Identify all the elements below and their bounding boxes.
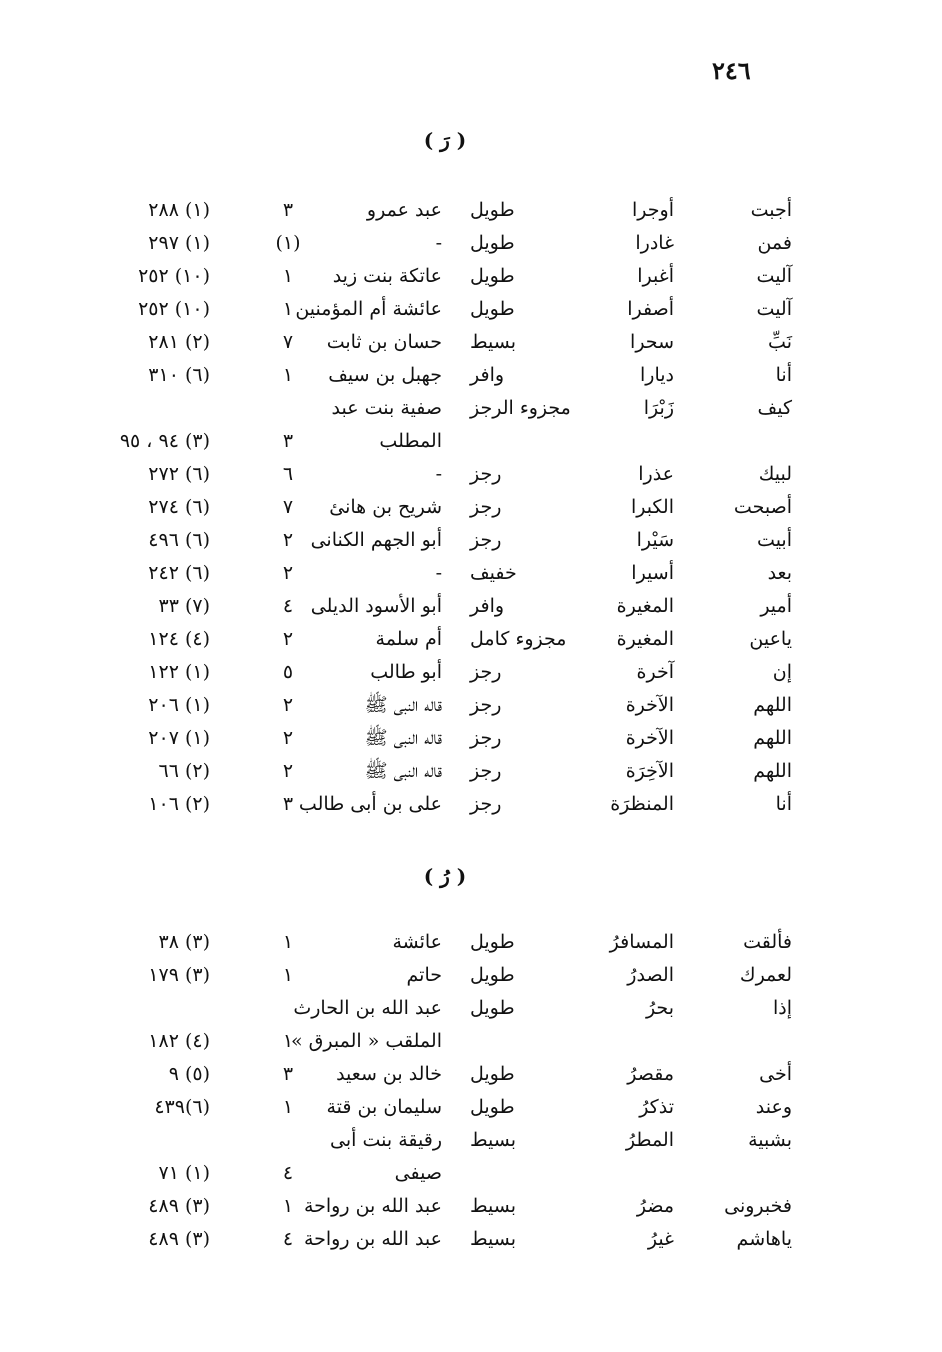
verse-count-cell: (١) <box>275 232 301 254</box>
index-row <box>0 926 942 958</box>
rhyme-word-cell: المطرُ <box>625 1129 674 1151</box>
rhyme-word-cell: سحرا <box>630 331 674 353</box>
poet-cell: قاله النبى ﷺ <box>364 760 442 782</box>
index-row <box>0 227 942 259</box>
meter-cell: خفيف <box>470 562 517 584</box>
verse-count-cell: ٣ <box>282 793 294 815</box>
rhyme-word-cell: تذكرُ <box>639 1096 674 1118</box>
reference-cell: (٢) ٢٨١ <box>148 331 210 353</box>
first-word-cell: بشبية <box>748 1129 792 1151</box>
reference-cell: (٣) ٩٤ ، ٩٥ <box>119 430 210 452</box>
rhyme-word-cell: غيرُ <box>647 1228 674 1250</box>
meter-cell: طويل <box>470 298 515 320</box>
meter-cell: وافر <box>470 595 505 617</box>
poet-cell: صفية بنت عبد <box>331 397 442 419</box>
first-word-cell: ياهاشم <box>736 1228 792 1250</box>
poet-cell: حاتم <box>406 964 442 986</box>
reference-cell: (٣) ٣٨ <box>158 931 210 953</box>
verse-count-cell: ١ <box>282 1195 294 1217</box>
poet-cell: - <box>435 232 442 254</box>
reference-cell: (٢) ٦٦ <box>158 760 210 782</box>
poet-cell: سليمان بن قتة <box>326 1096 442 1118</box>
first-word-cell: اللهم <box>753 727 792 749</box>
reference-cell: (١) ٢٠٧ <box>148 727 210 749</box>
rhyme-word-cell: الآخرة <box>625 694 674 716</box>
first-word-cell: اللهم <box>753 694 792 716</box>
index-row <box>0 1124 942 1156</box>
rhyme-word-cell: المنظرَة <box>610 793 674 815</box>
verse-count-cell: ١ <box>282 364 294 386</box>
reference-cell: (٤) ١٢٤ <box>148 628 210 650</box>
index-row <box>0 194 942 226</box>
index-row <box>0 326 942 358</box>
verse-count-cell: ٢ <box>282 529 294 551</box>
poet-cell: عائشة أم المؤمنين <box>295 298 442 320</box>
reference-cell: (٣) ٤٨٩ <box>148 1195 210 1217</box>
poet-cell: - <box>435 463 442 485</box>
first-word-cell: أبيت <box>757 529 792 551</box>
verse-count-cell: ٥ <box>282 661 294 683</box>
poet-cell: أبو الجهم الكنانى <box>310 529 442 551</box>
verse-count-cell: ١ <box>282 964 294 986</box>
rhyme-word-cell: مقصرُ <box>627 1063 674 1085</box>
meter-cell: طويل <box>470 1063 515 1085</box>
reference-cell: (٦) ٢٧٤ <box>148 496 210 518</box>
section-heading-ra-fatha: ( رَ ) <box>423 128 467 152</box>
verse-count-cell: ١ <box>282 298 294 320</box>
rhyme-word-cell: المغيرة <box>616 595 674 617</box>
rhyme-word-cell: أصفرا <box>627 298 674 320</box>
poet-cell: حسان بن ثابت <box>326 331 442 353</box>
section-heading-ra-damma: ( رُ ) <box>423 864 467 888</box>
poet-cell: جهبل بن سيف <box>328 364 442 386</box>
verse-count-cell: ١ <box>282 931 294 953</box>
index-row <box>0 959 942 991</box>
meter-cell: مجزوء كامل <box>470 628 567 650</box>
meter-cell: بسيط <box>470 331 517 353</box>
first-word-cell: كيف <box>757 397 792 419</box>
meter-cell: طويل <box>470 232 515 254</box>
rhyme-word-cell: غادرا <box>635 232 674 254</box>
index-row <box>0 788 942 820</box>
index-row <box>0 524 942 556</box>
verse-count-cell: ٣ <box>282 430 294 452</box>
index-row <box>0 1058 942 1090</box>
first-word-cell: إن <box>772 661 792 683</box>
rhyme-word-cell: أوجرا <box>632 199 674 221</box>
index-row <box>0 557 942 589</box>
verse-count-cell: ٤ <box>282 1162 294 1184</box>
meter-cell: طويل <box>470 1096 515 1118</box>
rhyme-word-cell: آخرة <box>636 661 674 683</box>
poet-cell: عائشة <box>392 931 442 953</box>
reference-cell: (٦) ٤٩٦ <box>148 529 210 551</box>
verse-count-cell: ٤ <box>282 595 294 617</box>
first-word-cell: آليت <box>756 265 792 287</box>
verse-count-cell: ٢ <box>282 562 294 584</box>
meter-cell: رجز <box>470 760 502 782</box>
reference-cell: (٢) ١٠٦ <box>148 793 210 815</box>
first-word-cell: فخبرونى <box>724 1195 792 1217</box>
reference-cell: (١) ٧١ <box>158 1162 210 1184</box>
reference-cell: (١) ١٢٢ <box>148 661 210 683</box>
poet-cell: رقيقة بنت أبى <box>330 1129 442 1151</box>
verse-count-cell: ٢ <box>282 760 294 782</box>
meter-cell: بسيط <box>470 1195 517 1217</box>
reference-cell: (٥) ٩ <box>168 1063 210 1085</box>
verse-count-cell: ٤ <box>282 1228 294 1250</box>
meter-cell: طويل <box>470 931 515 953</box>
meter-cell: رجز <box>470 694 502 716</box>
first-word-cell: ياعين <box>749 628 792 650</box>
poet-cell: عبد عمرو <box>366 199 442 221</box>
poet-cell: أم سلمة <box>375 628 442 650</box>
meter-cell: بسيط <box>470 1129 517 1151</box>
verse-count-cell: ٧ <box>282 496 294 518</box>
verse-count-cell: ٣ <box>282 1063 294 1085</box>
index-row <box>0 1025 942 1057</box>
first-word-cell: وعند <box>755 1096 792 1118</box>
index-row <box>0 491 942 523</box>
rhyme-word-cell: الكبرا <box>630 496 674 518</box>
first-word-cell: أمير <box>760 595 792 617</box>
poet-cell: خالد بن سعيد <box>336 1063 442 1085</box>
verse-count-cell: ١ <box>282 265 294 287</box>
poet-cell: عاتكة بنت زيد <box>332 265 442 287</box>
rhyme-word-cell: زَبْرَا <box>643 397 674 419</box>
poet-cell: عبد الله بن رواحة <box>303 1195 442 1217</box>
index-row <box>0 1157 942 1189</box>
rhyme-word-cell: عذرا <box>638 463 674 485</box>
poet-cell: الملقب « المبرق » <box>291 1030 442 1052</box>
poet-cell: على بن أبى طالب <box>298 793 442 815</box>
verse-count-cell: ٢ <box>282 727 294 749</box>
index-row <box>0 755 942 787</box>
reference-cell: (٣) ١٧٩ <box>148 964 210 986</box>
reference-cell: (٦) ٣١٠ <box>148 364 210 386</box>
meter-cell: رجز <box>470 463 502 485</box>
index-row <box>0 293 942 325</box>
index-row <box>0 722 942 754</box>
first-word-cell: أصبحت <box>733 496 792 518</box>
index-row <box>0 656 942 688</box>
verse-count-cell: ٢ <box>282 628 294 650</box>
poet-cell: شريح بن هانئ <box>329 496 442 518</box>
verse-count-cell: ١ <box>282 1030 294 1052</box>
page-number: ٢٤٦ <box>712 56 751 85</box>
reference-cell: (١) ٢٨٨ <box>148 199 210 221</box>
index-row <box>0 1091 942 1123</box>
rhyme-word-cell: مضرُ <box>636 1195 674 1217</box>
first-word-cell: أجبت <box>750 199 792 221</box>
index-row <box>0 689 942 721</box>
index-row <box>0 992 942 1024</box>
reference-cell: (٦)٤٣٩ <box>154 1096 210 1118</box>
poet-cell: صيفى <box>394 1162 442 1184</box>
index-row <box>0 590 942 622</box>
rhyme-word-cell: أغبرا <box>637 265 674 287</box>
first-word-cell: إذا <box>772 997 792 1019</box>
rhyme-word-cell: المسافرُ <box>609 931 674 953</box>
first-word-cell: نَبِّ <box>768 331 792 353</box>
first-word-cell: أنا <box>775 364 792 386</box>
first-word-cell: أنا <box>775 793 792 815</box>
meter-cell: رجز <box>470 661 502 683</box>
meter-cell: بسيط <box>470 1228 517 1250</box>
meter-cell: طويل <box>470 199 515 221</box>
meter-cell: رجز <box>470 496 502 518</box>
first-word-cell: فألقت <box>743 931 792 953</box>
rhyme-word-cell: أسيرا <box>631 562 674 584</box>
first-word-cell: لعمرك <box>739 964 792 986</box>
index-row <box>0 1190 942 1222</box>
verse-count-cell: ١ <box>282 1096 294 1118</box>
verse-count-cell: ٧ <box>282 331 294 353</box>
rhyme-word-cell: سَيْرا <box>636 529 674 551</box>
verse-count-cell: ٦ <box>282 463 294 485</box>
index-row <box>0 623 942 655</box>
first-word-cell: اللهم <box>753 760 792 782</box>
poet-cell: قاله النبى ﷺ <box>364 694 442 716</box>
meter-cell: وافر <box>470 364 505 386</box>
meter-cell: رجز <box>470 529 502 551</box>
first-word-cell: آليت <box>756 298 792 320</box>
first-word-cell: أخى <box>759 1063 792 1085</box>
reference-cell: (٧) ٣٣ <box>158 595 210 617</box>
rhyme-word-cell: الآخِرَة <box>625 760 674 782</box>
index-row <box>0 458 942 490</box>
reference-cell: (١) ٢٩٧ <box>148 232 210 254</box>
poet-cell: أبو الأسود الديلى <box>310 595 442 617</box>
poet-cell: المطلب <box>379 430 442 452</box>
index-row <box>0 425 942 457</box>
reference-cell: (١) ٢٠٦ <box>148 694 210 716</box>
rhyme-word-cell: ديارا <box>640 364 674 386</box>
poet-cell: - <box>435 562 442 584</box>
index-row <box>0 392 942 424</box>
poet-cell: عبد الله بن رواحة <box>303 1228 442 1250</box>
rhyme-word-cell: الصدرُ <box>627 964 674 986</box>
index-row <box>0 359 942 391</box>
reference-cell: (٣) ٤٨٩ <box>148 1228 210 1250</box>
reference-cell: (٦) ٢٧٢ <box>148 463 210 485</box>
meter-cell: مجزوء الرجز <box>470 397 571 419</box>
meter-cell: طويل <box>470 265 515 287</box>
first-word-cell: فمن <box>757 232 792 254</box>
poet-cell: عبد الله بن الحارث <box>293 997 442 1019</box>
reference-cell: (١٠) ٢٥٢ <box>138 298 210 320</box>
reference-cell: (١٠) ٢٥٢ <box>138 265 210 287</box>
rhyme-word-cell: المغيرة <box>616 628 674 650</box>
index-row <box>0 1223 942 1255</box>
meter-cell: رجز <box>470 793 502 815</box>
rhyme-word-cell: بحرُ <box>645 997 674 1019</box>
meter-cell: طويل <box>470 997 515 1019</box>
rhyme-word-cell: الآخرة <box>625 727 674 749</box>
meter-cell: رجز <box>470 727 502 749</box>
poet-cell: أبو طالب <box>370 661 442 683</box>
verse-count-cell: ٣ <box>282 199 294 221</box>
reference-cell: (٤) ١٨٢ <box>148 1030 210 1052</box>
index-row <box>0 260 942 292</box>
verse-count-cell: ٢ <box>282 694 294 716</box>
meter-cell: طويل <box>470 964 515 986</box>
reference-cell: (٦) ٢٤٢ <box>148 562 210 584</box>
poet-cell: قاله النبى ﷺ <box>364 727 442 749</box>
first-word-cell: بعد <box>767 562 792 584</box>
first-word-cell: لبيك <box>758 463 792 485</box>
